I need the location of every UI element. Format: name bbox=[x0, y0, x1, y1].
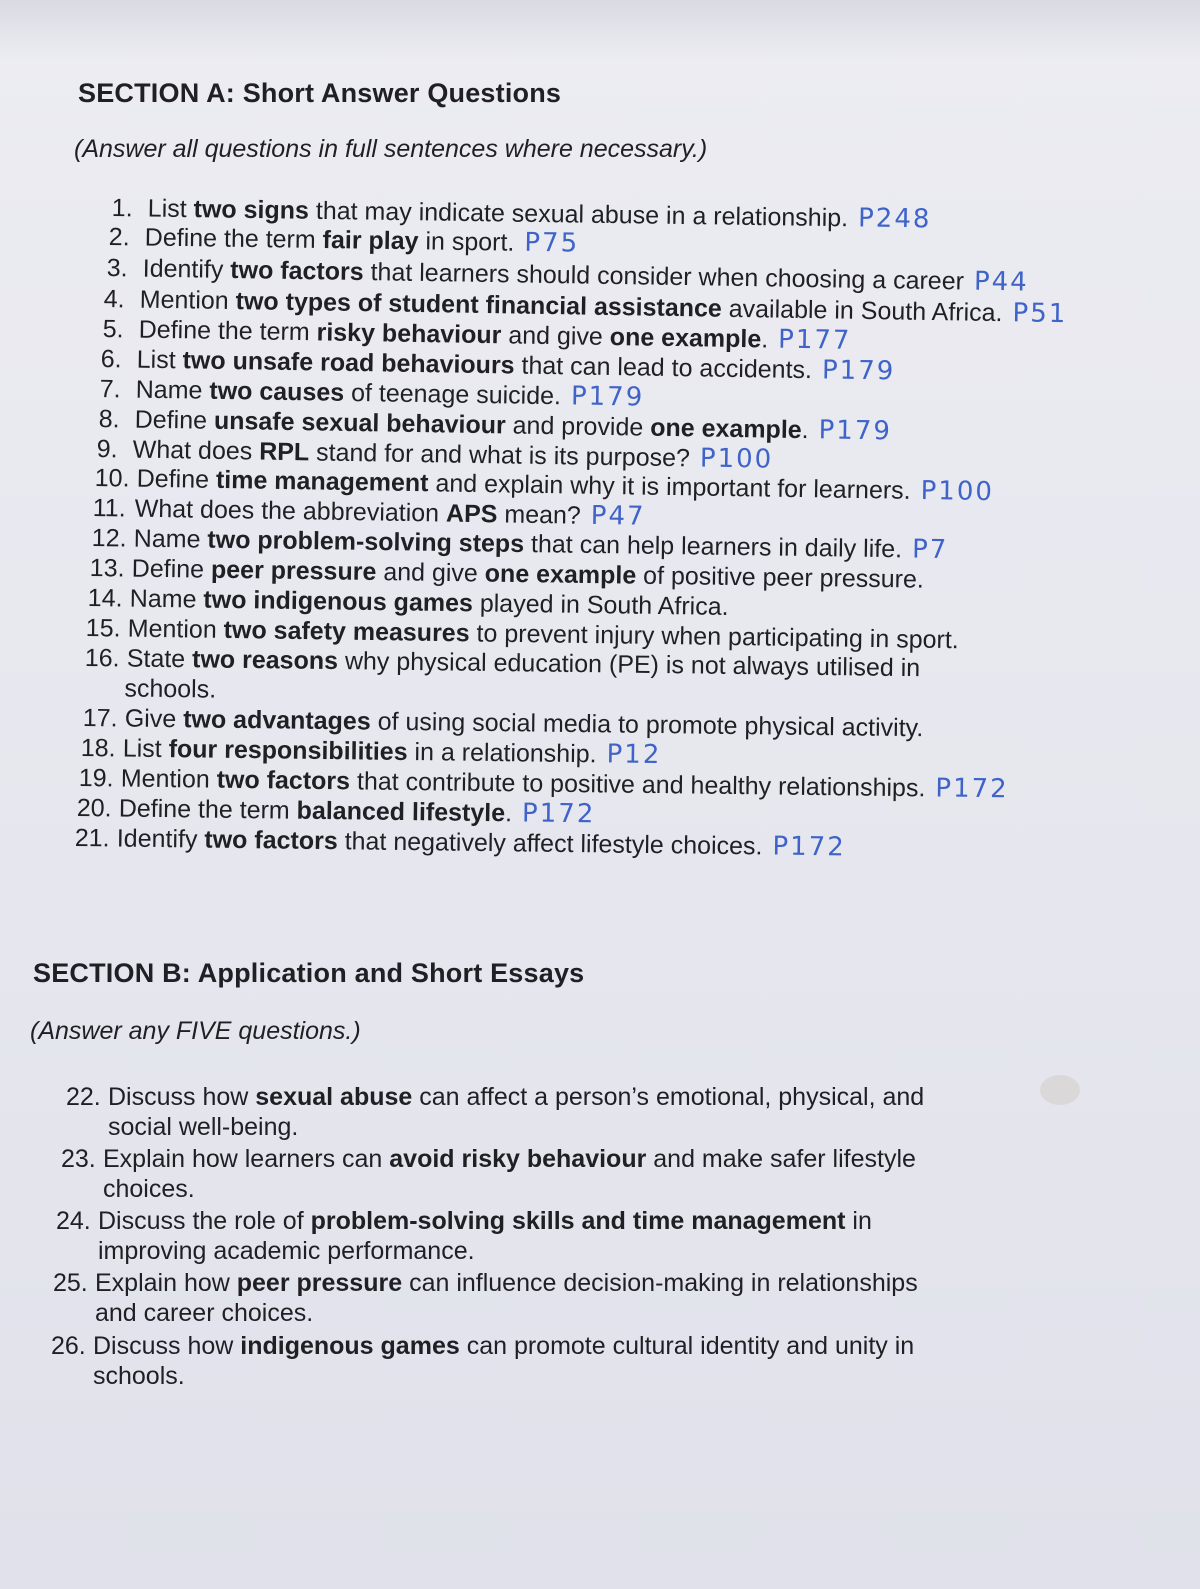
section-a-title: SECTION A: Short Answer Questions bbox=[78, 78, 562, 108]
question-text: available in South Africa. bbox=[721, 294, 1003, 328]
question-item bbox=[61, 1144, 1161, 1204]
question-text: Discuss how bbox=[93, 1332, 241, 1360]
question-number: 23. bbox=[61, 1145, 96, 1173]
question-text: mean? bbox=[497, 500, 582, 530]
question-keyword: two unsafe road behaviours bbox=[182, 346, 515, 380]
section-b-title: SECTION B: Application and Short Essays bbox=[33, 958, 585, 988]
question-number: 15. bbox=[85, 613, 121, 643]
question-continuation: schools. bbox=[124, 674, 217, 704]
question-text: in a relationship. bbox=[407, 737, 597, 769]
question-text: What does the abbreviation bbox=[134, 494, 447, 528]
question-keyword: APS bbox=[445, 499, 498, 529]
handwritten-page-reference: P179 bbox=[821, 355, 896, 387]
question-text: that contribute to positive and healthy relationships. bbox=[349, 767, 926, 803]
question-number: 20. bbox=[76, 793, 112, 823]
question-item bbox=[66, 1082, 1166, 1142]
question-text: State bbox=[126, 644, 193, 674]
question-text: can affect a person’s emotional, physical, and bbox=[412, 1083, 925, 1111]
question-text: Define the term bbox=[118, 794, 297, 825]
question-number: 5. bbox=[102, 314, 124, 344]
question-text: . bbox=[761, 325, 769, 354]
question-keyword: two causes bbox=[209, 376, 345, 407]
question-number: 22. bbox=[66, 1083, 101, 1111]
question-text: and give bbox=[376, 558, 485, 588]
question-keyword: unsafe sexual behaviour bbox=[213, 406, 506, 440]
question-number: 25. bbox=[53, 1269, 88, 1297]
question-text: and explain why it is important for learners. bbox=[428, 469, 911, 505]
question-continuation: schools. bbox=[93, 1362, 185, 1390]
question-keyword: balanced lifestyle bbox=[296, 796, 506, 828]
question-text: why physical education (PE) is not always utilised in bbox=[337, 647, 921, 683]
question-keyword: fair play bbox=[322, 225, 419, 256]
question-keyword: one example bbox=[484, 559, 637, 590]
question-item bbox=[51, 1331, 1151, 1391]
question-keyword: problem-solving skills and time management bbox=[310, 1207, 846, 1235]
question-text: Identify bbox=[116, 824, 205, 854]
handwritten-page-reference: P100 bbox=[920, 475, 995, 508]
question-keyword: two indigenous games bbox=[203, 585, 474, 618]
question-number: 12. bbox=[91, 523, 127, 553]
question-continuation: choices. bbox=[103, 1175, 195, 1203]
question-keyword: two safety measures bbox=[223, 615, 470, 648]
question-text: of using social media to promote physical activity. bbox=[370, 707, 924, 743]
question-continuation: social well-being. bbox=[108, 1113, 299, 1141]
question-text: List bbox=[147, 194, 194, 224]
section-a-instruction: (Answer all questions in full sentences where necessary.) bbox=[74, 135, 708, 163]
question-number: 13. bbox=[89, 553, 125, 583]
handwritten-page-reference: P172 bbox=[772, 831, 846, 863]
question-text: List bbox=[136, 345, 183, 375]
question-text: that negatively affect lifestyle choices. bbox=[337, 827, 763, 861]
question-keyword: two signs bbox=[193, 195, 310, 225]
question-text: that learners should consider when choosing a career bbox=[363, 258, 965, 296]
handwritten-page-reference: P172 bbox=[935, 773, 1009, 805]
question-text: Define bbox=[134, 405, 215, 435]
question-keyword: two factors bbox=[230, 255, 364, 287]
question-text: Mention bbox=[127, 614, 224, 644]
question-text: and provide bbox=[505, 411, 651, 442]
question-number: 3. bbox=[106, 253, 128, 283]
question-text: to prevent injury when participating in sport. bbox=[469, 619, 959, 655]
question-text: and make safer lifestyle bbox=[646, 1145, 916, 1173]
question-keyword: two reasons bbox=[191, 645, 339, 676]
question-text: Define bbox=[136, 464, 217, 494]
question-text: that can lead to accidents. bbox=[514, 351, 813, 385]
question-keyword: one example bbox=[609, 322, 762, 354]
question-text: . bbox=[801, 416, 809, 445]
handwritten-page-reference: P51 bbox=[1012, 298, 1068, 330]
handwritten-page-reference: P177 bbox=[777, 324, 852, 356]
question-keyword: two advantages bbox=[182, 705, 371, 736]
question-number: 24. bbox=[56, 1207, 91, 1235]
handwritten-page-reference: P172 bbox=[521, 798, 596, 830]
question-number: 18. bbox=[80, 733, 116, 763]
question-text: Discuss how bbox=[108, 1083, 256, 1111]
question-text: played in South Africa. bbox=[472, 589, 729, 621]
question-continuation: improving academic performance. bbox=[98, 1237, 475, 1265]
question-number: 2. bbox=[108, 222, 130, 252]
handwritten-page-reference: P44 bbox=[973, 266, 1029, 298]
question-text: of positive peer pressure. bbox=[636, 561, 925, 594]
handwritten-page-reference: P248 bbox=[857, 203, 932, 235]
question-keyword: four responsibilities bbox=[168, 735, 408, 766]
question-text: Define the term bbox=[144, 223, 323, 254]
question-keyword: two problem-solving steps bbox=[207, 525, 525, 559]
question-text: Explain how learners can bbox=[103, 1145, 390, 1173]
question-text: Name bbox=[129, 584, 204, 614]
question-keyword: peer pressure bbox=[210, 555, 377, 586]
question-text: of teenage suicide. bbox=[343, 378, 562, 411]
question-text: that may indicate sexual abuse in a relationship. bbox=[308, 196, 849, 233]
question-keyword: peer pressure bbox=[236, 1269, 403, 1297]
question-text: Name bbox=[133, 524, 208, 554]
question-number: 10. bbox=[94, 463, 130, 493]
question-number: 6. bbox=[100, 344, 122, 374]
handwritten-page-reference: P179 bbox=[570, 381, 645, 413]
question-text: Mention bbox=[139, 285, 236, 316]
handwritten-page-reference: P7 bbox=[911, 534, 949, 565]
question-number: 21. bbox=[74, 823, 110, 853]
question-keyword: sexual abuse bbox=[255, 1083, 413, 1111]
question-text: that can help learners in daily life. bbox=[523, 530, 903, 564]
question-keyword: RPL bbox=[258, 437, 310, 467]
question-keyword: two types of student financial assistance bbox=[235, 287, 723, 323]
question-number: 1. bbox=[111, 193, 133, 223]
question-text: Give bbox=[124, 704, 184, 734]
question-keyword: two factors bbox=[216, 765, 351, 796]
question-number: 9. bbox=[96, 434, 118, 464]
question-number: 4. bbox=[103, 284, 125, 314]
question-number: 26. bbox=[51, 1332, 86, 1360]
question-number: 16. bbox=[84, 643, 120, 673]
handwritten-page-reference: P179 bbox=[818, 415, 893, 447]
question-text: Identify bbox=[142, 254, 231, 284]
question-text: Name bbox=[135, 375, 210, 405]
question-number: 17. bbox=[82, 703, 118, 733]
question-number: 8. bbox=[98, 404, 120, 434]
question-text: can influence decision-making in relationships bbox=[402, 1269, 918, 1297]
question-text: Mention bbox=[120, 764, 217, 794]
question-text: and give bbox=[501, 321, 611, 351]
question-item bbox=[56, 1206, 1156, 1266]
question-item bbox=[53, 1268, 1153, 1328]
handwritten-page-reference: P12 bbox=[606, 739, 662, 771]
question-text: in bbox=[845, 1207, 872, 1235]
section-b-instruction: (Answer any FIVE questions.) bbox=[30, 1017, 361, 1045]
question-text: List bbox=[122, 734, 169, 764]
question-number: 7. bbox=[99, 374, 121, 404]
handwritten-page-reference: P75 bbox=[524, 227, 580, 259]
question-text: Discuss the role of bbox=[98, 1207, 311, 1235]
question-text: What does bbox=[132, 435, 260, 466]
question-text: stand for and what is its purpose? bbox=[308, 438, 691, 473]
question-keyword: indigenous games bbox=[240, 1332, 460, 1360]
question-number: 19. bbox=[78, 763, 114, 793]
question-keyword: one example bbox=[650, 413, 802, 445]
question-number: 14. bbox=[87, 583, 123, 613]
question-text: Define the term bbox=[138, 315, 317, 347]
question-text: Define bbox=[131, 554, 212, 584]
question-text: in sport. bbox=[418, 227, 515, 257]
question-text: . bbox=[504, 799, 513, 828]
question-text: Explain how bbox=[95, 1269, 237, 1297]
question-keyword: risky behaviour bbox=[316, 318, 502, 350]
handwritten-page-reference: P100 bbox=[699, 443, 774, 475]
question-text: can promote cultural identity and unity in bbox=[459, 1332, 915, 1360]
page-shadow bbox=[0, 0, 1200, 60]
question-continuation: and career choices. bbox=[95, 1299, 314, 1327]
question-keyword: avoid risky behaviour bbox=[389, 1145, 647, 1173]
handwritten-page-reference: P47 bbox=[590, 500, 646, 532]
question-number: 11. bbox=[92, 493, 126, 523]
question-keyword: two factors bbox=[204, 825, 338, 856]
question-keyword: time management bbox=[215, 465, 429, 498]
